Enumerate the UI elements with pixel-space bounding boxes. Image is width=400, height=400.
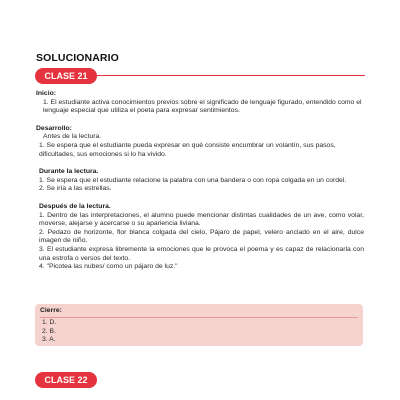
durante-heading: Durante la lectura. bbox=[39, 168, 99, 176]
cierre-item: 3. A. bbox=[42, 336, 56, 344]
class-badge-22: CLASE 22 bbox=[35, 372, 97, 388]
cierre-divider bbox=[40, 317, 358, 318]
despues-item-2: 2. Pedazo de horizonte, flor blanca colgada del cielo, Pájaro de papel, velero anclado en el aire, dulce imagen de niño. bbox=[39, 228, 364, 245]
desarrollo-heading: Desarrollo: bbox=[36, 124, 72, 132]
inicio-item-1: 1. El estudiante activa conocimientos previos sobre el significado de lenguaje figurado, entendido como el lenguaje especial que utiliza el poeta para expresar sentimientos. bbox=[43, 98, 362, 115]
cierre-box bbox=[35, 304, 363, 346]
despues-item-4: 4. "Picotea las nubes/ como un pájaro de luz." bbox=[39, 263, 178, 271]
header-divider bbox=[97, 75, 365, 76]
inicio-heading: Inicio: bbox=[36, 90, 57, 97]
despues-item-3: 3. El estudiante expresa libremente la emociones que le provoca el poema y es capaz de relacionarla con una estrofa o versos del texto. bbox=[39, 245, 364, 262]
despues-heading: Después de la lectura. bbox=[39, 202, 111, 210]
durante-item-2: 2. Se iría a las estrellas. bbox=[39, 185, 112, 193]
cierre-item: 2. B. bbox=[42, 327, 56, 335]
page-title: SOLUCIONARIO bbox=[36, 52, 119, 64]
despues-item-1: 1. Dentro de las interpretaciones, el alumno puede mencionar distintas cualidades de un ave, como volar, moverse, alejarse y acercarse o su apariencia liviana. bbox=[39, 211, 364, 228]
cierre-list bbox=[40, 319, 358, 344]
class-badge-21: CLASE 21 bbox=[35, 68, 97, 84]
durante-item-1: 1. Se espera que el estudiante relacione la palabra con una bandera o con ropa colgada en un cordel. bbox=[39, 176, 347, 184]
cierre-item: 1. D. bbox=[42, 319, 57, 327]
cierre-heading: Cierre: bbox=[40, 307, 62, 314]
answer-content bbox=[36, 90, 364, 272]
desarrollo-antes: Antes de la lectura. bbox=[43, 133, 102, 141]
desarrollo-item-1: 1. Se espera que el estudiante pueda expresar en qué consiste encumbrar un volantín, sus pasos, dificultades, sus emociones si lo ha vivido. bbox=[39, 141, 336, 158]
